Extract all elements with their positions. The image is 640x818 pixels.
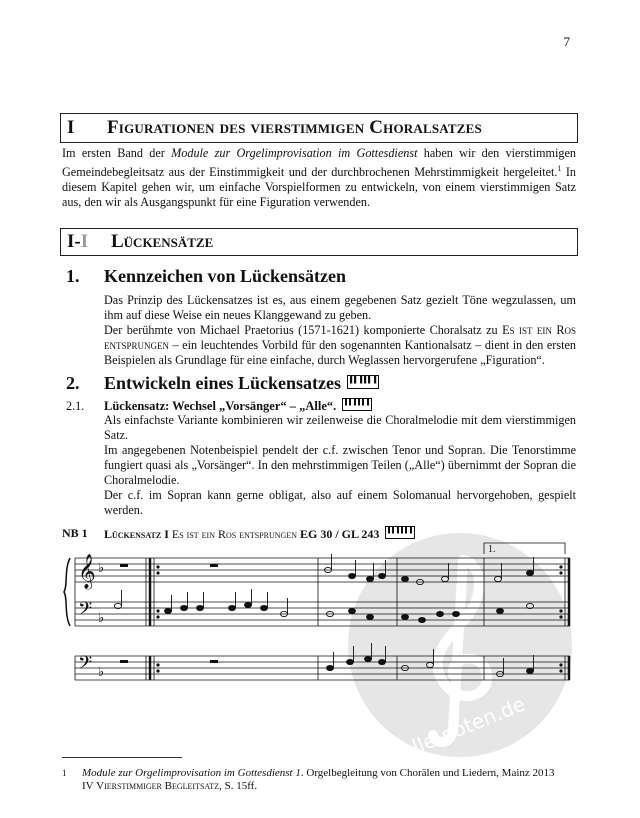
page-number: 7 [563, 34, 570, 49]
subsection-text-1: Als einfachste Variante kombinieren wir zeilenweise die Choralmelodie mit dem vierstimmigen Satz. [104, 413, 576, 442]
paragraph-1-text-b: – ein leuchtendes Vorbild für den sogenannten Kantionalsatz – dient in den ersten Beispielen als Grundlage für eine einfache, durch Weglassen hervorgerufene „Figuration“. [104, 338, 576, 367]
section-number-main: I- [67, 231, 81, 252]
footnote-line-2-a: IV [82, 780, 97, 792]
heading-1-number: 1. [66, 266, 80, 286]
footnote-separator [62, 757, 182, 758]
footnote [62, 767, 582, 793]
intro-text-2: haben wir den vierstimmigen Gemeindebegleitsatz aus der Einstimmigkeit und der durchbrochenen Mehrstimmigkeit hergeleitet. [62, 146, 576, 180]
footnote-line-2-b: , S. 15ff. [219, 780, 258, 792]
footnote-line-2-title: Vierstimmiger Begleitsatz [96, 780, 220, 792]
intro-text-3: In diesem Kapitel gehen wir, um einfache Vorspielformen zu entwickeln, von einem vierstimmigen Satz aus, den wir als Ausgangspunkt für eine Figuration verwenden. [62, 165, 577, 210]
watermark-text: alle-noten.de [397, 691, 529, 760]
footnote-line-2 [62, 780, 582, 793]
heading-2-number: 2. [66, 373, 80, 393]
keyboard-icon [347, 373, 379, 394]
paragraph-1-line-1: Das Prinzip des Lückensatzes ist es, aus einem gegebenen Satz gezielt Töne wegzulassen, um ihm auf diese Weise ein neues Klanggewand zu geben. [104, 293, 576, 322]
chapter-title: Figurationen des vierstimmigen Choralsatzes [107, 117, 482, 138]
section-heading [60, 228, 578, 256]
footnote-reference[interactable]: 1 [557, 164, 562, 173]
subsection-text [104, 413, 576, 518]
footnote-title: Module zur Orgelimprovisation im Gottesdienst 1 [82, 767, 301, 779]
paragraph-1 [104, 293, 576, 368]
heading-2-title: Entwickeln eines Lückensatzes [104, 373, 342, 393]
example-title-main: Lückensatz I [104, 527, 169, 541]
intro-book-title: Module zur Orgelimprovisation im Gottesdienst [171, 146, 418, 160]
paragraph-1-line-2 [104, 323, 576, 368]
section-title: Lückensätze [111, 231, 214, 252]
volta-label: 1. [488, 544, 496, 555]
music-score [60, 540, 580, 690]
svg-text:♭: ♭ [98, 665, 105, 680]
section-number [61, 231, 111, 253]
svg-text:♭: ♭ [98, 561, 105, 576]
subsection-title-text: Lückensatz: Wechsel „Vorsänger“ – „Alle“. [104, 399, 337, 413]
song-title: Es ist ein Ros entsprungen [104, 323, 576, 352]
paragraph-1-text-a: Der berühmte von Michael Praetorius (1571-1621) komponierte Choralsatz zu [104, 323, 503, 337]
treble-clef-icon: 𝄞 [78, 554, 96, 589]
svg-text:♭: ♭ [98, 611, 105, 626]
intro-text-1: Im ersten Band der [62, 146, 172, 160]
heading-1-title: Kennzeichen von Lückensätzen [104, 266, 347, 286]
subsection-text-2: Im angegebenen Notenbeispiel pendelt der c.f. zwischen Tenor und Sopran. Die Tenorstimme fungiert quasi als „Vorsänger“. In den mehrstimmigen Teilen („Alle“) übernimmt der Sopran die Choralmelodie. [104, 443, 576, 487]
bass-clef-icon: 𝄢 [78, 599, 93, 624]
pedal-bass-clef-icon: 𝄢 [78, 653, 93, 678]
footnote-mark: 1 [62, 768, 67, 778]
example-hymnal-ref: EG 30 / GL 243 [300, 527, 380, 541]
heading-1 [66, 266, 346, 287]
example-song-title: Es ist ein Ros entsprungen [171, 527, 297, 541]
footnote-line-1 [62, 767, 582, 780]
subsection-number: 2.1. [66, 399, 85, 413]
section-number-sub: I [80, 231, 89, 252]
chapter-number: I [67, 117, 75, 138]
subsection-text-3: Der c.f. im Sopran kann gerne obligat, also auf einem Solomanual hervorgehoben, gespielt werden. [104, 488, 576, 517]
footnote-rest: . Orgelbegleitung von Chorälen und Liedern, Mainz 2013 [300, 767, 555, 779]
chapter-heading [60, 113, 578, 143]
example-label: NB 1 [62, 526, 88, 540]
intro-paragraph [62, 146, 576, 210]
heading-2 [66, 373, 379, 394]
